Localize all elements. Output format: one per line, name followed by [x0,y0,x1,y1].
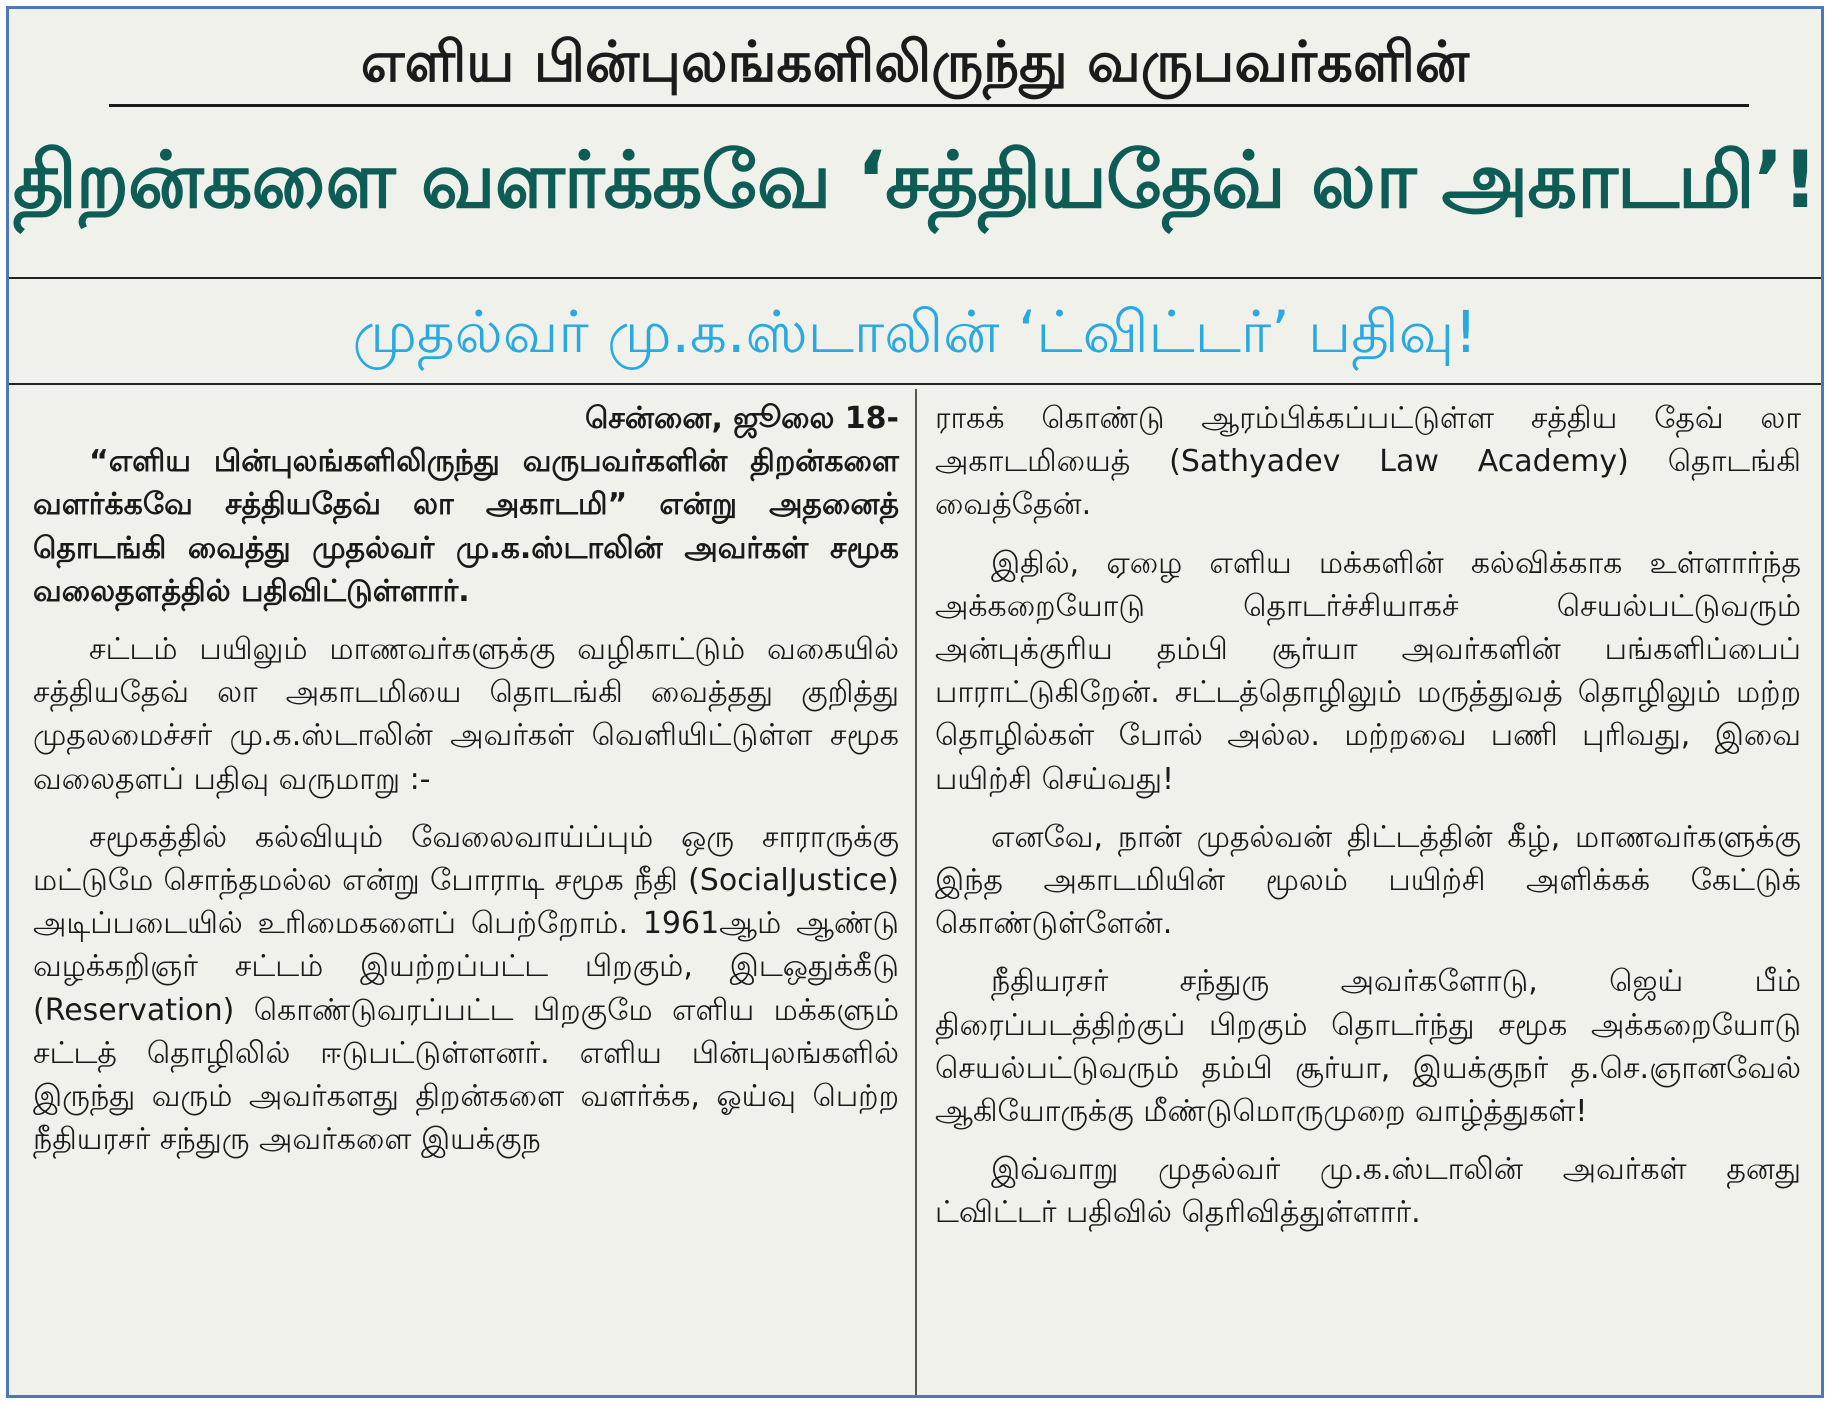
left-column [33,397,899,1176]
kicker-headline: எளிய பின்புலங்களிலிருந்து வருபவர்களின் [360,30,1470,95]
news-clipping [6,6,1824,1398]
column-divider [915,389,917,1395]
sub-headline: முதல்வர் மு.க.ஸ்டாலின் ‘ட்விட்டர்’ பதிவு! [352,298,1478,366]
dateline: சென்னை, ஜூலை 18- [584,401,899,436]
body-paragraph: சட்டம் பயிலும் மாணவர்களுக்கு வழிகாட்டும் வகையில் சத்தியதேவ் லா அகாடமியை தொடங்கி வைத்தது குறித்து முதலமைச்சர் மு.க.ஸ்டாலின் அவர்கள் வெளியிட்டுள்ள சமூக வலைதளப் பதிவு வருமாறு :- [33,632,899,797]
kicker-underline [109,104,1749,107]
body-paragraph: இவ்வாறு முதல்வர் மு.க.ஸ்டாலின் அவர்கள் தனது ட்விட்டர் பதிவில் தெரிவித்துள்ளார். [935,1152,1801,1231]
lead-paragraph: “எளிய பின்புலங்களிலிருந்து வருபவர்களின் திறன்களை வளர்க்கவே சத்தியதேவ் லா அகாடமி” என்று அதனைத் தொடங்கி வைத்து முதல்வர் மு.க.ஸ்டாலின் அவர்கள் சமூக வலைதளத்தில் பதிவிட்டுள்ளார். [33,444,899,609]
body-paragraph: ராகக் கொண்டு ஆரம்பிக்கப்பட்டுள்ள சத்திய தேவ் லா அகாடமியைத் (Sathyadev Law Academy) தொடங்கி வைத்தேன். [935,401,1801,523]
body-paragraph: இதில், ஏழை எளிய மக்களின் கல்விக்காக உள்ளார்ந்த அக்கறையோடு தொடர்ச்சியாகச் செயல்பட்டுவரும் அன்புக்குரிய தம்பி சூர்யா அவர்களின் பங்களிப்பைப் பாராட்டுகிறேன். சட்டத்தொழிலும் மருத்துவத் தொழிலும் மற்ற தொழில்கள் போல் அல்ல. மற்றவை பணி புரிவது, இவை பயிற்சி செய்வது! [935,545,1801,797]
body-paragraph: நீதியரசர் சந்துரு அவர்களோடு, ஜெய் பீம் திரைப்படத்திற்குப் பிறகும் தொடர்ந்து சமூக அக்கறையோடு செயல்பட்டுவரும் தம்பி சூர்யா, இயக்குநர் த.செ.ஞானவேல் ஆகியோருக்கு மீண்டுமொருமுறை வாழ்த்துகள்! [935,964,1801,1130]
divider-line [9,277,1821,279]
right-column [935,397,1801,1250]
divider-line [9,383,1821,385]
main-headline: திறன்களை வளர்க்கவே ‘சத்தியதேவ் லா அகாடமி’! [12,136,1818,226]
body-paragraph: எனவே, நான் முதல்வன் திட்டத்தின் கீழ், மாணவர்களுக்கு இந்த அகாடமியின் மூலம் பயிற்சி அளிக்கக் கேட்டுக் கொண்டுள்ளேன். [935,819,1801,942]
body-paragraph: சமூகத்தில் கல்வியும் வேலைவாய்ப்பும் ஒரு சாராருக்கு மட்டுமே சொந்தமல்ல என்று போராடி சமூக நீதி (SocialJustice) அடிப்படையில் உரிமைகளைப் பெற்றோம். 1961ஆம் ஆண்டு வழக்கறிஞர் சட்டம் இயற்றப்பட்ட பிறகும், இடஒதுக்கீடு (Reservation) கொண்டுவரப்பட்ட பிறகுமே எளிய மக்களும் சட்டத் தொழிலில் ஈடுபட்டுள்ளனர். எளிய பின்புலங்களில் இருந்து வரும் அவர்களது திறன்களை வளர்க்க, ஓய்வு பெற்ற நீதியரசர் சந்துரு அவர்களை இயக்குந [33,819,899,1158]
